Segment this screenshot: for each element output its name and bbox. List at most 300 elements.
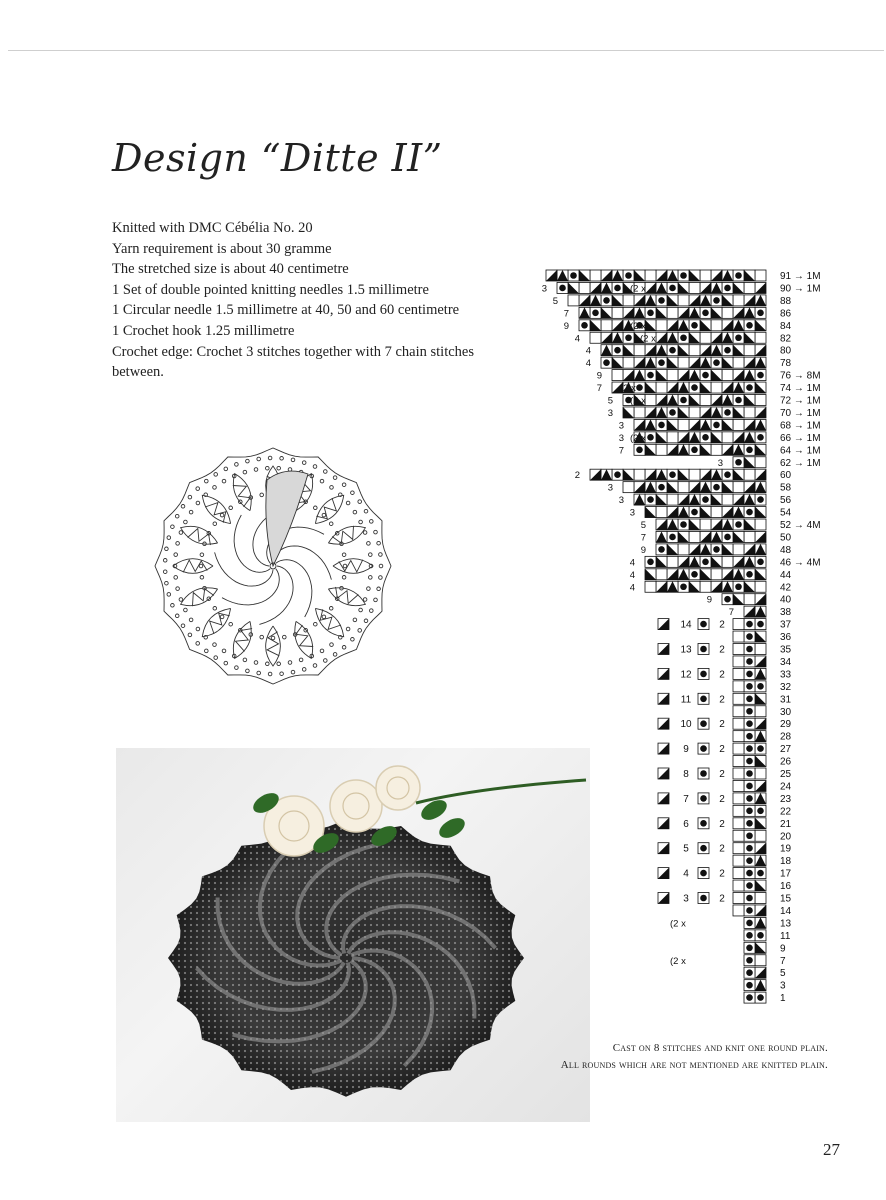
chart-cell (733, 743, 744, 754)
stitch-count-label: 5 (640, 520, 646, 531)
chart-cell (733, 357, 744, 368)
zigzag-line (339, 560, 363, 572)
yarn-over-symbol (746, 671, 753, 678)
round-number: 25 (780, 769, 792, 780)
eyelet-mark (268, 456, 272, 460)
yarn-over-symbol (680, 334, 687, 341)
chart-cell (667, 556, 678, 567)
eyelet-mark (329, 607, 333, 611)
petal-shape (202, 495, 230, 523)
lace-texture (168, 819, 524, 1097)
chart-cell (700, 332, 711, 343)
yarn-over-symbol (636, 447, 643, 454)
yarn-over-symbol (658, 546, 665, 553)
round-number: 3 (780, 980, 786, 992)
yarn-over-symbol (746, 646, 753, 653)
eyelet-mark (374, 530, 378, 534)
yarn-over-symbol (746, 783, 753, 790)
chart-cell (733, 656, 744, 667)
repeat-count-label: 3 (683, 893, 689, 905)
round-number: 27 (780, 744, 792, 756)
stitch-count-label: 4 (585, 358, 591, 370)
chart-cell (579, 282, 590, 293)
round-number: 36 (780, 632, 792, 644)
yarn-over-symbol (691, 322, 698, 329)
eyelet-mark (359, 520, 363, 524)
yarn-over-symbol (746, 683, 753, 690)
yarn-over-symbol (746, 621, 753, 628)
eyelet-mark (257, 457, 261, 461)
spiral-arm (276, 560, 312, 617)
chart-cell (744, 345, 755, 356)
chart-cell (656, 569, 667, 580)
round-number: 11 (780, 930, 791, 942)
chart-cell (733, 718, 744, 729)
yarn-over-symbol (746, 720, 753, 727)
yarn-over-symbol (669, 409, 676, 416)
yarn-over-symbol (700, 795, 707, 802)
chart-cell (733, 619, 744, 630)
round-number: 80 (780, 345, 792, 357)
repeat-inner-label: 2 (719, 694, 725, 706)
eyelet-mark (188, 495, 192, 499)
yarn-over-symbol (757, 372, 764, 379)
petal-shape (181, 588, 218, 606)
chart-cell (733, 780, 744, 791)
highlighted-section (266, 471, 308, 566)
chart-cell (667, 307, 678, 318)
chart-cell (678, 544, 689, 555)
chart-cell (733, 706, 744, 717)
round-number: 7 (780, 955, 786, 967)
eyelet-mark (213, 522, 217, 526)
eyelet-mark (174, 553, 178, 557)
eyelet-mark (174, 576, 178, 580)
yarn-over-symbol (735, 272, 742, 279)
yarn-over-symbol (746, 832, 753, 839)
eyelet-mark (163, 570, 167, 574)
chart-cell (678, 482, 689, 493)
zigzag-line (267, 632, 279, 656)
chart-cell (645, 270, 656, 281)
eyelet-mark (379, 576, 383, 580)
chart-cell (755, 581, 766, 592)
eyelet-mark (363, 598, 367, 602)
chart-cell (755, 270, 766, 281)
repeat-inner-label: 2 (719, 769, 725, 780)
petal-shape (173, 559, 213, 574)
eyelet-mark (369, 553, 373, 557)
stitch-count-label: 7 (596, 383, 602, 395)
chart-cell (667, 494, 678, 505)
chart-cell (755, 519, 766, 530)
eyelet-mark (343, 564, 347, 568)
eyelet-mark (277, 662, 281, 666)
chart-cell (601, 320, 612, 331)
eyelet-mark (370, 520, 374, 524)
chart-cell (667, 370, 678, 381)
chart-cell (722, 370, 733, 381)
doily-photo-image (116, 748, 590, 1122)
eyelet-mark (184, 608, 188, 612)
chart-cell (678, 357, 689, 368)
eyelet-mark (179, 531, 183, 535)
eyelet-mark (314, 622, 318, 626)
eyelet-mark (351, 491, 355, 495)
eyelet-mark (220, 615, 224, 619)
yarn-over-symbol (702, 434, 709, 441)
chart-cell (711, 320, 722, 331)
chart-cell (733, 830, 744, 841)
spec-line: Knitted with DMC Cébélia No. 20 (112, 220, 313, 236)
eyelet-mark (214, 473, 218, 477)
yarn-over-symbol (746, 994, 753, 1001)
chart-cell (733, 855, 744, 866)
chart-cell (733, 693, 744, 704)
yarn-over-symbol (746, 696, 753, 703)
chart-cell (645, 395, 656, 406)
eyelet-mark (369, 576, 373, 580)
chart-cell (667, 432, 678, 443)
yarn-over-symbol (700, 646, 707, 653)
round-number: 5 (780, 968, 786, 980)
yarn-over-symbol (625, 334, 632, 341)
stitch-count-label: 3 (629, 507, 635, 519)
yarn-over-symbol (746, 795, 753, 802)
chart-cell (755, 706, 766, 717)
round-number: 30 (780, 706, 792, 718)
yarn-over-symbol (700, 745, 707, 752)
eyelet-mark (271, 636, 275, 640)
yarn-over-symbol (757, 310, 764, 317)
stitch-count-label: 5 (607, 395, 613, 407)
round-number: 14 (780, 905, 792, 917)
yarn-over-symbol (746, 745, 753, 752)
chart-cell (656, 382, 667, 393)
round-number: 54 (780, 507, 792, 519)
chart-cell (733, 893, 744, 904)
chart-cell (755, 332, 766, 343)
round-number: 9 (780, 943, 786, 955)
stitch-count-label: 4 (585, 345, 591, 357)
yarn-over-symbol (702, 559, 709, 566)
eyelet-mark (260, 635, 264, 639)
eyelet-mark (283, 635, 287, 639)
yarn-over-symbol (746, 945, 753, 952)
eyelet-mark (374, 598, 378, 602)
round-number: 24 (780, 781, 792, 793)
yarn-over-symbol (700, 770, 707, 777)
eyelet-mark (324, 659, 328, 663)
yarn-over-symbol (746, 770, 753, 777)
yarn-over-symbol (713, 484, 720, 491)
spiral-arm (259, 566, 293, 624)
eyelet-mark (377, 587, 381, 591)
round-number: 50 (780, 532, 792, 544)
yarn-over-symbol (658, 484, 665, 491)
chart-cell (733, 793, 744, 804)
stitch-count-label: 7 (563, 308, 569, 320)
eyelet-mark (363, 531, 367, 535)
eyelet-mark (280, 457, 284, 461)
group-repeat-mark: (2 x (630, 432, 646, 444)
round-number: 33 (780, 669, 792, 681)
chart-cell (744, 594, 755, 605)
round-number: 26 (780, 756, 792, 768)
eyelet-mark (268, 672, 272, 676)
eyelet-mark (235, 463, 239, 467)
stitch-count-label: 9 (706, 594, 712, 606)
stitch-count-label: 4 (574, 333, 580, 345)
eyelet-mark (346, 501, 350, 505)
yarn-over-symbol (691, 509, 698, 516)
yarn-over-symbol (713, 297, 720, 304)
repeat-count-label: 8 (683, 769, 689, 780)
eyelet-mark (320, 479, 324, 483)
chart-cell (755, 830, 766, 841)
round-number: 62 → 1M (780, 457, 821, 469)
eyelet-mark (205, 479, 209, 483)
eyelet-mark (291, 670, 295, 674)
spec-line: Crochet edge: Crochet 3 stitches together with 7 chain stitches between. (112, 343, 474, 381)
repeat-inner-label: 2 (719, 619, 725, 631)
eyelet-mark (213, 643, 217, 647)
eyelet-mark (243, 658, 247, 662)
chart-cell (722, 432, 733, 443)
yarn-over-symbol (647, 372, 654, 379)
round-number: 31 (780, 694, 792, 706)
chart-cell (623, 357, 634, 368)
eyelet-mark (322, 513, 326, 517)
petal-shape (202, 608, 230, 636)
chart-cell (678, 419, 689, 430)
chart-cell (733, 868, 744, 879)
round-number: 40 (780, 594, 792, 606)
repeat-count-label: 11 (680, 694, 692, 706)
round-number: 13 (780, 918, 792, 930)
zigzag-line (183, 560, 207, 572)
yarn-over-symbol (713, 359, 720, 366)
spec-line: 1 Crochet hook 1.25 millimetre (112, 322, 295, 339)
yarn-over-symbol (592, 310, 599, 317)
round-number: 29 (780, 719, 792, 731)
yarn-over-symbol (746, 322, 753, 329)
eyelet-mark (167, 536, 171, 540)
materials-list (112, 218, 482, 383)
eyelet-mark (188, 633, 192, 637)
chart-cell (711, 444, 722, 455)
yarn-over-symbol (757, 434, 764, 441)
yarn-over-symbol (614, 347, 621, 354)
eyelet-mark (214, 656, 218, 660)
yarn-over-symbol (614, 285, 621, 292)
chart-cell (733, 843, 744, 854)
eyelet-mark (200, 576, 204, 580)
yarn-over-symbol (746, 895, 753, 902)
yarn-over-symbol (559, 285, 566, 292)
eyelet-mark (364, 509, 368, 513)
eyelet-mark (254, 468, 258, 472)
yarn-over-symbol (746, 920, 753, 927)
spec-line: 1 Circular needle 1.5 millimetre at 40, 50 and 60 centimetre (112, 302, 460, 319)
yarn-over-symbol (746, 845, 753, 852)
yarn-over-symbol (700, 621, 707, 628)
note-line: All rounds which are not mentioned are knitted plain. (560, 1059, 828, 1071)
group-repeat-mark: (2 x (640, 333, 656, 345)
yarn-over-symbol (757, 621, 764, 628)
yarn-over-symbol (700, 820, 707, 827)
yarn-over-symbol (746, 932, 753, 939)
eyelet-mark (189, 510, 193, 514)
repeat-inner-label: 2 (719, 719, 725, 731)
yarn-over-symbol (581, 322, 588, 329)
stitch-count-label: 3 (717, 457, 723, 469)
yarn-over-symbol (700, 671, 707, 678)
chart-cell (700, 519, 711, 530)
eyelet-mark (196, 627, 200, 631)
stitch-count-label: 9 (640, 544, 646, 556)
eyelet-mark (288, 661, 292, 665)
petal-shape (295, 621, 313, 658)
eyelet-mark (379, 553, 383, 557)
petal-shape (328, 526, 365, 544)
stitch-count-label: 3 (541, 283, 547, 295)
round-number: 78 (780, 358, 792, 370)
round-number: 58 (780, 482, 792, 494)
yarn-over-symbol (746, 808, 753, 815)
chart-cell (733, 731, 744, 742)
round-number: 38 (780, 607, 792, 619)
round-number: 66 → 1M (780, 432, 821, 444)
yarn-over-symbol (746, 384, 753, 391)
eyelet-mark (196, 642, 200, 646)
chart-cell (700, 395, 711, 406)
round-number: 68 → 1M (780, 420, 821, 432)
eyelet-mark (220, 513, 224, 517)
chart-cell (645, 581, 656, 592)
eyelet-mark (367, 587, 371, 591)
spec-line: 1 Set of double pointed knitting needles 1.5 millimetre (112, 281, 429, 298)
eyelet-mark (302, 668, 306, 672)
stitch-count-label: 3 (618, 432, 624, 444)
petal-shape (266, 626, 281, 666)
chart-cell (722, 307, 733, 318)
eyelet-mark (379, 564, 383, 568)
eyelet-mark (222, 649, 226, 653)
yarn-over-symbol (724, 534, 731, 541)
yarn-over-symbol (680, 397, 687, 404)
round-number: 37 (780, 619, 792, 631)
yarn-over-symbol (735, 583, 742, 590)
round-number: 60 (780, 470, 792, 482)
chart-cell (733, 818, 744, 829)
chart-cell (733, 631, 744, 642)
yarn-over-symbol (713, 546, 720, 553)
eyelet-mark (175, 614, 179, 618)
group-repeat-mark: (2 x (630, 283, 646, 295)
round-number: 64 → 1M (780, 445, 821, 457)
note-line: Cast on 8 stitches and knit one round plain. (612, 1042, 828, 1054)
yarn-over-symbol (746, 957, 753, 964)
yarn-over-symbol (702, 372, 709, 379)
group-repeat-mark: (2 x (630, 395, 646, 407)
eyelet-mark (171, 525, 175, 529)
eyelet-mark (320, 649, 324, 653)
chart-cell (733, 681, 744, 692)
chart-cell (656, 320, 667, 331)
eyelet-mark (266, 466, 270, 470)
chart-cell (733, 295, 744, 306)
group-repeat-mark: (2 x (670, 918, 686, 930)
eyelet-mark (342, 483, 346, 487)
group-repeat-mark: (2 x (630, 320, 646, 332)
eyelet-mark (358, 500, 362, 504)
yarn-over-symbol (680, 583, 687, 590)
round-number: 74 → 1M (780, 383, 821, 395)
yarn-over-symbol (757, 932, 764, 939)
yarn-over-symbol (746, 758, 753, 765)
repeat-count-label: 4 (683, 868, 689, 880)
eyelet-mark (266, 662, 270, 666)
yarn-over-symbol (757, 994, 764, 1001)
stitch-count-label: 7 (728, 607, 734, 619)
yarn-over-symbol (658, 422, 665, 429)
round-number: 21 (780, 818, 792, 830)
chart-cell (744, 469, 755, 480)
eyelet-mark (333, 476, 337, 480)
spiral-arm (222, 569, 279, 605)
eyelet-mark (196, 487, 200, 491)
chart-cell (700, 270, 711, 281)
group-repeat-mark: (2 x (670, 955, 686, 967)
eyelet-mark (196, 501, 200, 505)
yarn-over-symbol (757, 496, 764, 503)
eyelet-mark (342, 646, 346, 650)
yarn-over-symbol (614, 471, 621, 478)
eyelet-mark (171, 604, 175, 608)
doily-photo (116, 748, 590, 1122)
chart-cell (700, 581, 711, 592)
eyelet-mark (302, 461, 306, 465)
stitch-count-label: 7 (640, 532, 646, 544)
yarn-over-symbol (658, 359, 665, 366)
stitch-count-label: 3 (618, 495, 624, 507)
yarn-over-symbol (647, 310, 654, 317)
yarn-over-symbol (669, 534, 676, 541)
page-title: Design “Ditte II” (112, 136, 443, 180)
eyelet-mark (229, 506, 233, 510)
round-number: 44 (780, 569, 792, 581)
repeat-count-label: 7 (683, 793, 689, 805)
repeat-inner-label: 2 (719, 818, 725, 830)
rose-flower (376, 766, 420, 810)
yarn-over-symbol (691, 571, 698, 578)
round-number: 35 (780, 644, 792, 656)
yarn-over-symbol (647, 559, 654, 566)
round-number: 18 (780, 856, 792, 868)
eyelet-mark (179, 598, 183, 602)
eyelet-mark (342, 576, 346, 580)
yarn-over-symbol (724, 347, 731, 354)
stitch-count-label: 5 (552, 295, 558, 307)
eyelet-mark (329, 522, 333, 526)
yarn-over-symbol (724, 471, 731, 478)
spec-line: Yarn requirement is about 30 gramme (112, 240, 332, 257)
eyelet-mark (181, 624, 185, 628)
repeat-inner-label: 2 (719, 644, 725, 656)
stitch-count-label: 9 (596, 370, 602, 382)
yarn-over-symbol (724, 409, 731, 416)
